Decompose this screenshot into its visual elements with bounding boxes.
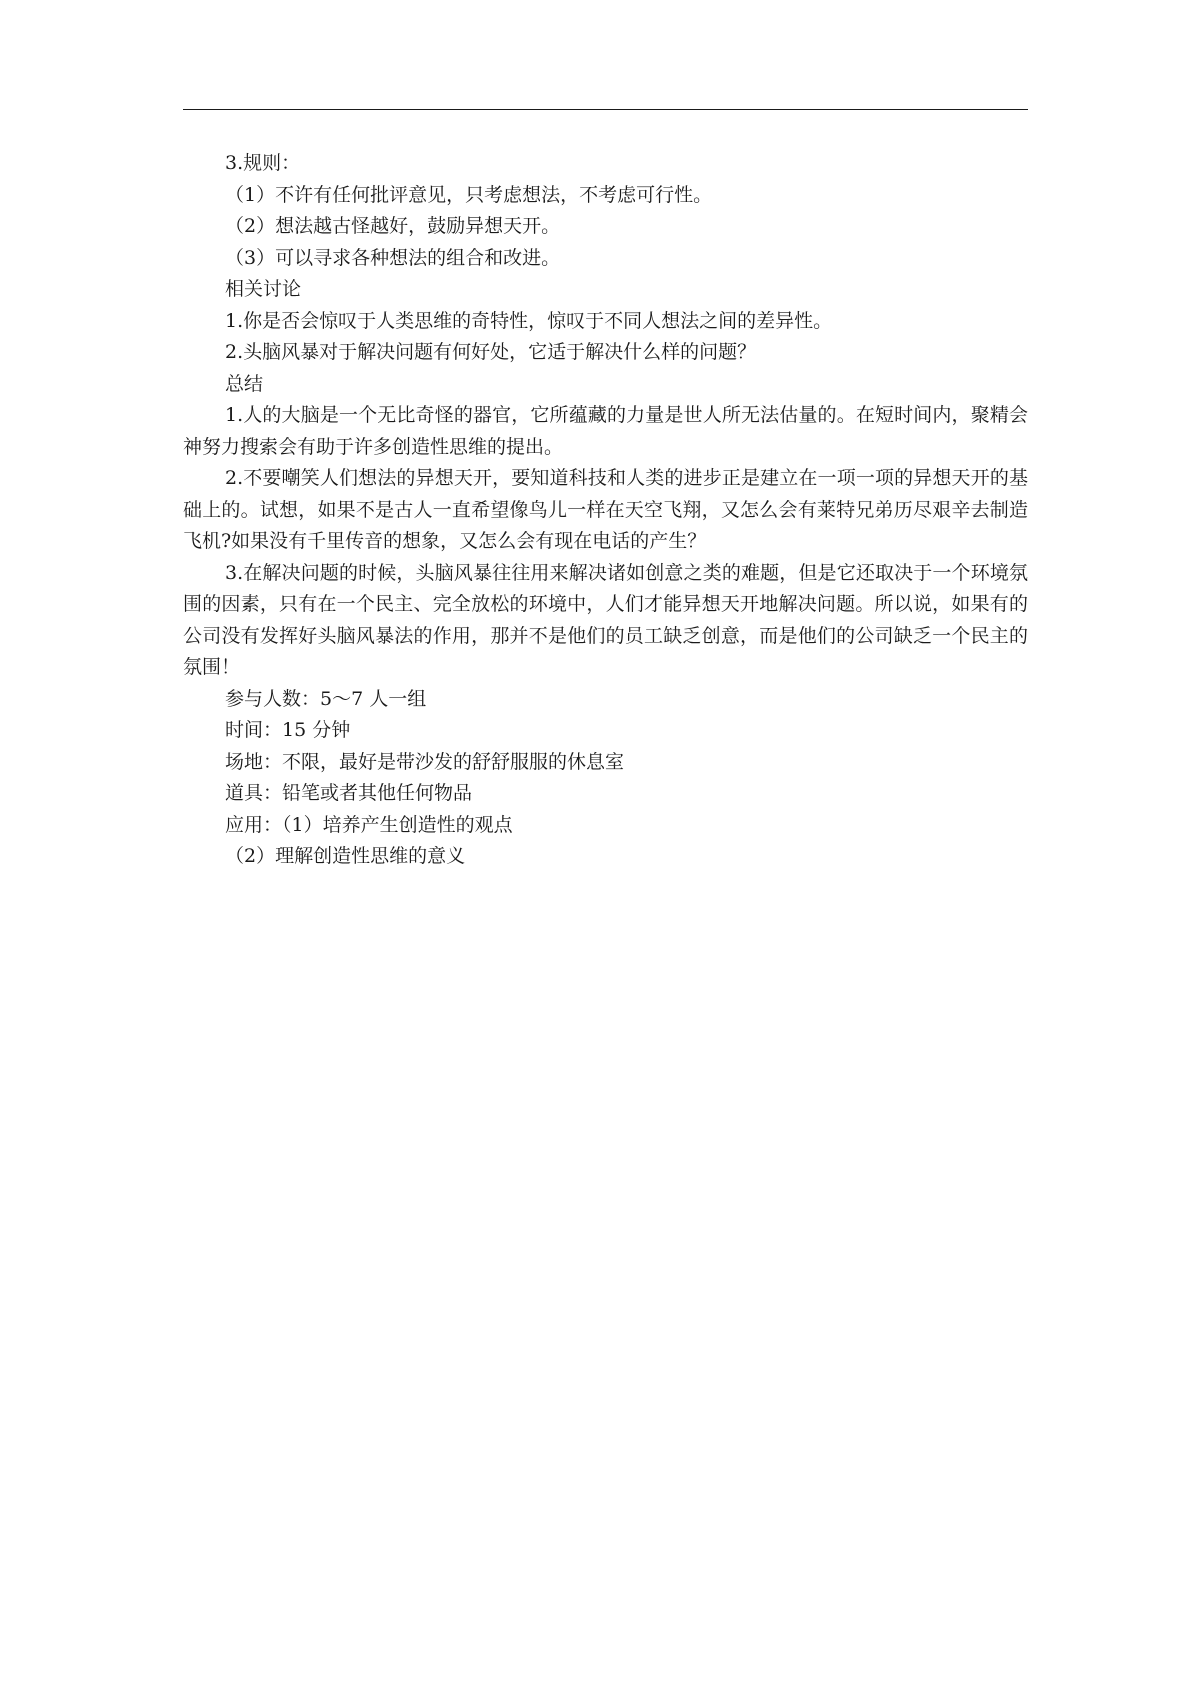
rule-item-3: （3）可以寻求各种想法的组合和改进。	[225, 246, 561, 269]
summary-paragraph-1: 1.人的大脑是一个无比奇怪的器官，它所蕴藏的力量是世人所无法估量的。在短时间内，聚精会神努力搜索会有助于许多创造性思维的提出。	[183, 404, 1028, 458]
venue-text: 场地：不限，最好是带沙发的舒舒服服的休息室	[225, 750, 625, 773]
participants-text: 参与人数：5～7 人一组	[225, 687, 427, 710]
application-item-2: （2）理解创造性思维的意义	[225, 845, 466, 867]
discussion-item-2: 2.头脑风暴对于解决问题有何好处，它适于解决什么样的问题？	[225, 341, 757, 363]
discussion-item-1: 1.你是否会惊叹于人类思维的奇特性，惊叹于不同人想法之间的差异性。	[225, 309, 833, 332]
rule-item-2: （2）想法越古怪越好，鼓励异想天开。	[225, 215, 561, 237]
rules-heading: 3.规则：	[225, 152, 301, 174]
summary-heading: 总结	[225, 372, 264, 395]
application-item-1: 应用：（1）培养产生创造性的观点	[225, 813, 513, 836]
document-body	[183, 148, 1028, 873]
summary-paragraph-2: 2.不要嘲笑人们想法的异想天开，要知道科技和人类的进步正是建立在一项一项的异想天开的基础上的。试想，如果不是古人一直希望像鸟儿一样在天空飞翔，又怎么会有莱特兄弟历尽艰辛去制造飞机?如果没有千里传音的想象，又怎么会有现在电话的产生？	[183, 467, 1028, 552]
header-rule	[183, 109, 1028, 110]
time-text: 时间：15 分钟	[225, 719, 351, 741]
discussion-heading: 相关讨论	[225, 278, 302, 300]
props-text: 道具：铅笔或者其他任何物品	[225, 782, 473, 804]
summary-paragraph-3: 3.在解决问题的时候，头脑风暴往往用来解决诸如创意之类的难题，但是它还取决于一个环境氛围的因素，只有在一个民主、完全放松的环境中，人们才能异想天开地解决问题。所以说，如果有的公司没有发挥好头脑风暴法的作用，那并不是他们的员工缺乏创意，而是他们的公司缺乏一个民主的氛围！	[183, 561, 1028, 678]
rule-item-1: （1）不许有任何批评意见，只考虑想法，不考虑可行性。	[225, 183, 713, 206]
